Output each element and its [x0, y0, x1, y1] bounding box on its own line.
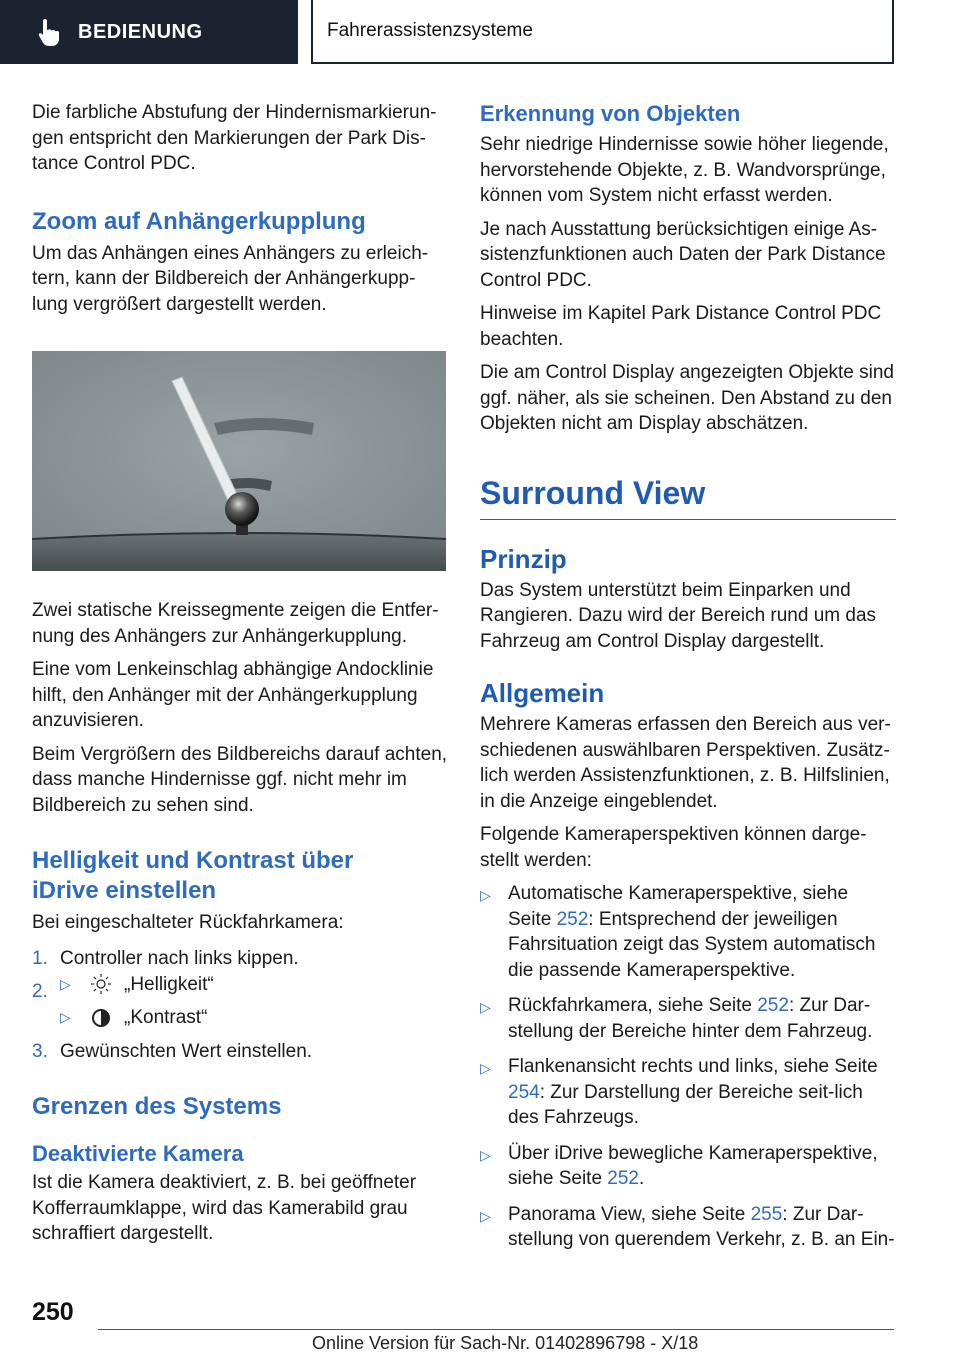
triangle-bullet-icon: ▷: [480, 999, 491, 1015]
intro-paragraph: Die farbliche Abstufung der Hindernismarkierun-gen entspricht den Markierungen der Park Dis-tance Control PDC.: [32, 102, 437, 174]
triangle-bullet-icon: ▷: [480, 887, 491, 903]
list-item-text: Flankenansicht rechts und links, siehe Seite 254: Zur Darstellung der Bereiche seit-lich des Fahrzeugs.: [508, 1056, 878, 1128]
page-link[interactable]: 252: [607, 1168, 639, 1189]
step-number: 3.: [32, 1040, 48, 1062]
triangle-bullet-icon: ▷: [60, 1009, 71, 1025]
deactivated-camera-heading: Deaktivierte Kamera: [32, 1141, 244, 1166]
zoom-paragraph: Um das Anhängen eines Anhängers zu erleich-tern, kann der Bildbereich der Anhängerkupp-lung vergrößert dargestellt werden.: [32, 242, 429, 315]
objects-paragraph-3: Hinweise im Kapitel Park Distance Control PDC beachten.: [480, 303, 882, 350]
general-paragraph-1: Mehrere Kameras erfassen den Bereich aus ver-schiedenen auswählbaren Perspektiven. Zusätz-lich werden Assistenzfunktionen, z. B. Hilfslinien, in die Anzeige eingeblendet.: [480, 714, 891, 812]
list-item-text: Über iDrive bewegliche Kameraperspektive, siehe Seite 252.: [508, 1142, 878, 1189]
hand-pointer-icon: [36, 17, 64, 47]
step-number: 2.: [32, 981, 48, 1002]
section-label: BEDIENUNG: [78, 20, 203, 43]
list-item-text: Panorama View, siehe Seite 255: Zur Dar-stellung von querendem Verkehr, z. B. an Ein-: [508, 1203, 895, 1250]
figure-caption-3: Beim Vergrößern des Bildbereichs darauf achten, dass manche Hindernisse ggf. nicht mehr im Bildbereich zu sehen sind.: [32, 743, 448, 816]
list-item: [480, 1054, 896, 1131]
objects-paragraph-2: Je nach Ausstattung berücksichtigen einige As-sistenzfunktionen auch Daten der Park Distance Control PDC.: [480, 218, 886, 291]
footer-rule: [98, 1329, 894, 1330]
page-link[interactable]: 252: [556, 908, 589, 930]
section-tab: [0, 0, 298, 64]
brightness-heading: [32, 846, 450, 906]
list-item: [32, 946, 450, 972]
objects-heading: Erkennung von Objekten: [480, 101, 741, 126]
page-link[interactable]: 255: [750, 1203, 783, 1225]
limits-heading: Grenzen des Systems: [32, 1093, 282, 1120]
heading-rule: [480, 519, 896, 520]
list-item: [480, 881, 896, 983]
brightness-label: „Helligkeit“: [124, 973, 214, 995]
principle-paragraph: Das System unterstützt beim Einparken und Rangieren. Dazu wird der Bereich rund um das Fahrzeug am Control Display dargestellt.: [480, 579, 877, 652]
sub-list-item: [60, 1005, 450, 1031]
contrast-label: „Kontrast“: [124, 1007, 208, 1028]
deactivated-camera-paragraph: Ist die Kamera deaktiviert, z. B. bei geöffneter Kofferraumklappe, wird das Kamerabild grau schraffiert dargestellt.: [32, 1172, 417, 1244]
list-item-text: Automatische Kameraperspektive, siehe Seite 252: Entsprechend der jeweiligen Fahrsituation zeigt das System automatisch die passende Kameraperspektive.: [508, 883, 876, 981]
step-number: 1.: [32, 947, 48, 969]
objects-paragraph-4: Die am Control Display angezeigten Objekte sind ggf. näher, als sie scheinen. Den Abstand zu den Objekten nicht am Display abschätzen.: [480, 362, 894, 434]
general-heading: Allgemein: [480, 678, 605, 708]
principle-heading: Prinzip: [480, 543, 567, 574]
step-text: Gewünschten Wert einstellen.: [60, 1040, 313, 1062]
triangle-bullet-icon: ▷: [480, 1207, 491, 1224]
page-number: 250: [32, 1298, 74, 1326]
triangle-bullet-icon: ▷: [480, 1060, 491, 1076]
chapter-label: Fahrerassistenzsysteme: [327, 20, 533, 41]
brightness-heading-line-2: iDrive einstellen: [32, 877, 217, 904]
brightness-intro: Bei eingeschalteter Rückfahrkamera:: [32, 912, 344, 933]
right-column: [480, 100, 896, 1263]
list-item: [480, 1202, 896, 1253]
general-paragraph-2: Folgende Kameraperspektiven können darge-stellt werden:: [480, 824, 867, 871]
triangle-bullet-icon: ▷: [60, 975, 71, 992]
list-item: [480, 993, 896, 1044]
triangle-bullet-icon: ▷: [480, 1146, 491, 1163]
list-item: [32, 1039, 450, 1065]
left-column: [32, 100, 450, 1255]
figure-caption-1: Zwei statische Kreissegmente zeigen die Entfer-nung des Anhängers zur Anhängerkupplung.: [32, 600, 439, 647]
figure-caption-2: Eine vom Lenkeinschlag abhängige Andocklinie hilft, den Anhänger mit der Anhängerkupplung anzuvisieren.: [32, 659, 434, 731]
surround-view-heading: Surround View: [480, 474, 706, 511]
camera-perspectives-list: [480, 881, 896, 1253]
objects-paragraph-1: Sehr niedrige Hindernisse sowie höher liegende, hervorstehende Objekte, z. B. Wandvorsprünge, können vom System nicht erfasst werden.: [480, 134, 889, 206]
footer-online-version: Online Version für Sach-Nr. 01402896798 - X/18: [312, 1333, 699, 1353]
sun-icon: [90, 973, 112, 995]
steps-list: [32, 946, 450, 1065]
page-link[interactable]: 254: [508, 1081, 540, 1103]
contrast-icon: [90, 1007, 112, 1029]
page-link[interactable]: 252: [757, 995, 789, 1016]
trailer-hitch-figure: [32, 351, 446, 571]
brightness-heading-line-1: Helligkeit und Kontrast über: [32, 847, 354, 874]
list-item: [480, 1141, 896, 1192]
step-text: Controller nach links kippen.: [60, 947, 299, 969]
sub-list-item: [60, 972, 450, 998]
chapter-header: [311, 0, 894, 64]
zoom-heading: Zoom auf Anhängerkupplung: [32, 207, 366, 235]
list-item-text: Rückfahrkamera, siehe Seite 252: Zur Dar-stellung der Bereiche hinter dem Fahrzeug.: [508, 995, 873, 1042]
